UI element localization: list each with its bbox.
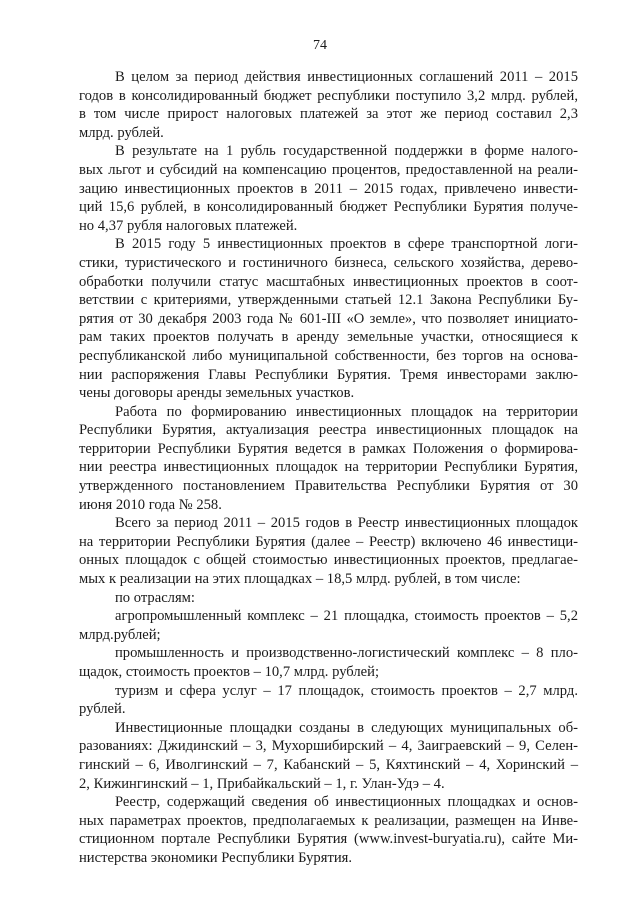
paragraph-by-sector: [79, 589, 578, 608]
text-line: республиканской либо муниципальной собственности, без торгов на основа-: [79, 347, 578, 364]
text-line: щадок, стоимость проектов – 10,7 млрд. рублей;: [79, 664, 379, 680]
page-number: 74: [313, 38, 327, 53]
paragraph-municipalities: [79, 719, 578, 793]
paragraph-agro-complex: [79, 607, 578, 644]
paragraph-investment-sites: [79, 403, 578, 515]
text-line: июня 2010 года № 258.: [79, 496, 222, 513]
text-line: гинский – 6, Иволгинский – 7, Кабанский – 5, Кяхтинский – 4, Хоринский –: [79, 756, 578, 773]
text-line: но 4,37 рубля налоговых платежей.: [79, 217, 298, 234]
text-line: вых льгот и субсидий на компенсацию процентов, предоставленной на реали-: [79, 161, 578, 178]
text-line: Республики Бурятия, актуализация реестра инвестиционных площадок на: [79, 422, 578, 439]
text-line: нистерства экономики Республики Бурятия.: [79, 849, 352, 866]
text-line: в том числе прирост налоговых платежей за этот же период составил 2,3: [79, 106, 578, 123]
paragraph-industrial-complex: [79, 644, 578, 681]
text-line: рятия от 30 декабря 2003 года № 601-III «О земле», что позволяет инициато-: [79, 310, 578, 327]
text-line: годов в консолидированный бюджет республики поступило 3,2 млрд. рублей,: [79, 87, 578, 104]
text-line: млрд. рублей.: [79, 124, 164, 141]
paragraph-registry-total: [79, 514, 578, 588]
text-line: туризм и сфера услуг – 17 площадок, стоимость проектов – 2,7 млрд.: [115, 682, 578, 699]
text-line: нии реестра инвестиционных площадок на территории Республики Бурятия,: [79, 459, 578, 476]
paragraph-investment-agreements: [79, 68, 578, 142]
text-line: ных параметрах проектов, предполагаемых к реализации, размещен на Инве-: [79, 812, 578, 829]
text-line: Реестр, содержащий сведения об инвестиционных площадках и основ-: [115, 794, 578, 811]
text-line: промышленность и производственно-логистический комплекс – 8 пло-: [115, 645, 578, 662]
text-line: агропромышленный комплекс – 21 площадка, стоимость проектов – 5,2: [115, 608, 578, 625]
text-line: 2, Кижингинский – 1, Прибайкальский – 1, г. Улан-Удэ – 4.: [79, 775, 445, 792]
text-line: рублей.: [79, 701, 126, 718]
text-line: мых к реализации на этих площадках – 18,5 млрд. рублей, в том числе:: [79, 571, 521, 588]
text-line: рам таких проектов получать в аренду земельные участки, относящиеся к: [79, 329, 578, 346]
text-line: зацию инвестиционных проектов в 2011 – 2015 годах, привлечено инвести-: [79, 180, 578, 197]
text-line: обработки получили статус масштабных инвестиционных проектов в соот-: [79, 273, 578, 290]
text-line: на территории Республики Бурятия (далее – Реестр) включено 46 инвестици-: [79, 533, 578, 550]
text-line: по отраслям:: [115, 589, 195, 606]
text-line: территории Республики Бурятия ведется в рамках Положения о формирова-: [79, 440, 578, 457]
text-line: нии распоряжения Главы Республики Бурятия. Тремя инвесторами заклю-: [79, 366, 578, 383]
text-line: разованиях: Джидинский – 3, Мухоршибирский – 4, Заиграевский – 9, Селен-: [79, 738, 578, 755]
text-line: Работа по формированию инвестиционных площадок на территории: [115, 403, 578, 420]
text-line: утвержденного постановлением Правительства Республики Бурятия от 30: [79, 478, 578, 495]
text-line: онных площадок с общей стоимостью инвестиционных проектов, предлагае-: [79, 552, 578, 569]
text-line: В 2015 году 5 инвестиционных проектов в сфере транспортной логи-: [115, 236, 578, 253]
text-line: стики, туристического и гостиничного бизнеса, сельского хозяйства, дерево-: [79, 254, 578, 271]
text-line: чены договоры аренды земельных участков.: [79, 385, 355, 402]
paragraph-state-support: [79, 142, 578, 235]
text-line: ций 15,6 рублей, в консолидированный бюджет Республики Бурятия получе-: [79, 199, 578, 216]
text-line: стиционном портале Республики Бурятия (www.invest-buryatia.ru), сайте Ми-: [79, 831, 578, 848]
text-line: Инвестиционные площадки созданы в следующих муниципальных об-: [115, 719, 578, 736]
text-line: ветствии с критериями, утвержденными статьей 12.1 Закона Республики Бу-: [79, 292, 578, 309]
paragraph-registry-portal: [79, 793, 578, 867]
text-line: В целом за период действия инвестиционных соглашений 2011 – 2015: [115, 69, 578, 85]
text-line: млрд.рублей;: [79, 626, 161, 643]
paragraph-tourism: [79, 682, 578, 719]
document-body: [79, 68, 578, 868]
text-line: Всего за период 2011 – 2015 годов в Реестр инвестиционных площадок: [115, 515, 578, 532]
paragraph-large-scale-projects: [79, 235, 578, 402]
text-line: В результате на 1 рубль государственной поддержки в форме налого-: [115, 143, 578, 160]
